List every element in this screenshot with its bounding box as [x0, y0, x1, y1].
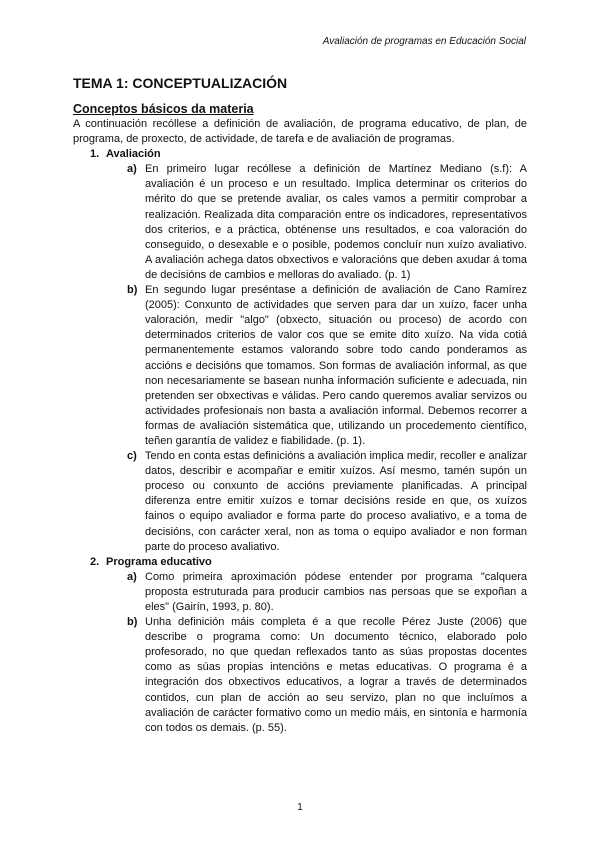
document-subtitle: Conceptos básicos da materia — [73, 102, 254, 116]
page-number: 1 — [297, 802, 303, 813]
item-text: En primeiro lugar recóllese a definición de Martínez Mediano (s.f): A avaliación é un proceso e un resultado. Implica determinar os criterios do mérito do que se pretende avaliar, os cales vamos a permitir comprobar a realización. Realizada dita comparación entre os indicadores, representativos dos criterios, e a práctica, obténense uns resultados, e coa valoración do conseguido, o desexable e o posible, podemos concluír nun xuízo avaliativo. A avaliación achega datos obxectivos e valoracións que deben axudar á toma de decisións de cambios e melloras do avaliado. (p. 1) — [145, 163, 527, 281]
item-text: Como primeira aproximación pódese entender por programa "calquera proposta estruturada para producir cambios nas persoas que se expoñan a eles" (Gairín, 1993, p. 80). — [145, 570, 527, 613]
item-list — [73, 570, 527, 736]
section-programa-educativo — [73, 555, 527, 736]
item-list — [73, 162, 527, 554]
list-item — [73, 449, 527, 555]
item-letter: c) — [127, 450, 137, 463]
section-number: 2. — [90, 555, 100, 568]
section-title: Avaliación — [106, 148, 161, 161]
section-number: 1. — [90, 148, 100, 161]
item-text: Tendo en conta estas definicións a avaliación implica medir, recoller e analizar datos, describir e acompañar e emitir xuízos. Así mesmo, tamén supón un proceso ou conxunto de accións previamente planificadas. A principal diferenza entre emitir xuízos e tomar decisións reside en que, os xuízos fainos o equipo avaliador e forma parte do proceso avaliativo, e a toma de decisións, con carácter xeral, non as toma o equipo avaliador e non forman parte do proceso avaliativo. — [145, 450, 527, 553]
list-item — [73, 615, 527, 736]
section-heading — [73, 555, 527, 570]
item-letter: b) — [127, 616, 138, 629]
item-text: Unha definición máis completa é a que recolle Pérez Juste (2006) que describe o programa como: Un documento técnico, elaborado polo profesorado, no que quedan reflexados tanto as súas propostas docentes como as súas propias intencións e metas educativas. O programa é a integración dos obxectivos educativos, a lograr a través de determinados contidos, cun plan de acción ao seu servizo, plan no que incluímos a avaliación de carácter formativo como un medio máis, en sintonía e harmonía con todos os demais. (p. 55). — [145, 616, 527, 734]
list-item — [73, 570, 527, 615]
list-item — [73, 283, 527, 449]
document-title: TEMA 1: CONCEPTUALIZACIÓN — [73, 75, 288, 91]
intro-paragraph: A continuación recóllese a definición de avaliación, de programa educativo, de plan, de programa, de proxecto, de actividade, de tarefa e de avaliación de programas. — [73, 118, 527, 146]
item-letter: a) — [127, 163, 137, 176]
running-header: Avaliación de programas en Educación Social — [322, 36, 526, 47]
item-letter: a) — [127, 570, 137, 583]
item-letter: b) — [127, 284, 138, 297]
section-avaliacion — [73, 147, 527, 555]
section-list — [73, 147, 527, 736]
item-text: En segundo lugar preséntase a definición de avaliación de Cano Ramírez (2005): Conxunto de actividades que serven para dar un xuízo, facer unha valoración, medir "algo" (obxecto, situación ou proceso) de acordo con determinados criterios de valor cos que se emite dito xuízo. Na vida cotiá permanentemente estamos valorando sobre todo cando ponderamos as accións e decisións que tomamos. Son formas de avaliación informal, as que non necesariamente se basean nunha información suficiente e adecuada, nin pretenden ser obxectivas e válidas. Pero cando queremos avaliar servizos ou actividades profesionais non basta a avaliación informal. Debemos recorrer a formas de avaliación sistemática que, utilizando un procedemento científico, teñen garantía de validez e fiabilidade. (p. 1). — [145, 284, 527, 447]
section-title: Programa educativo — [106, 555, 212, 568]
page-content — [73, 74, 527, 736]
section-heading — [73, 147, 527, 162]
list-item — [73, 162, 527, 283]
